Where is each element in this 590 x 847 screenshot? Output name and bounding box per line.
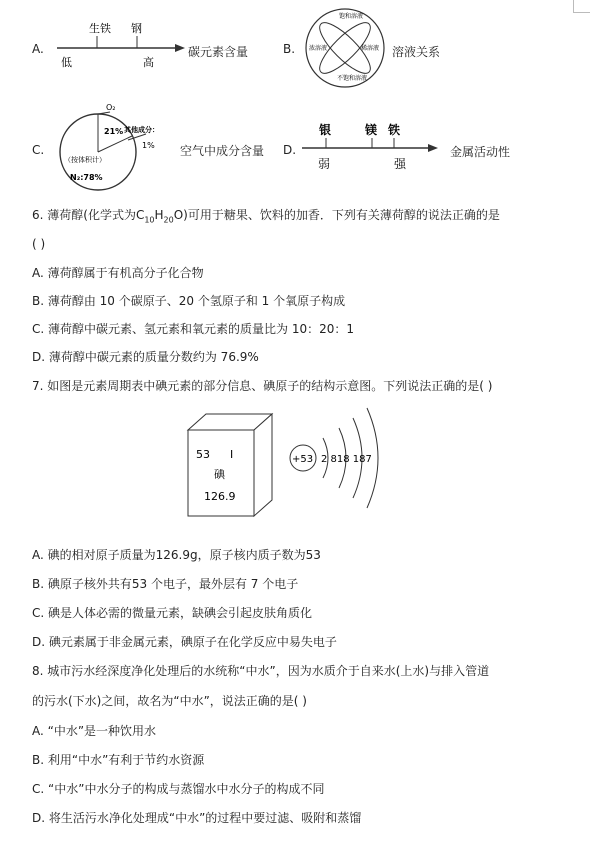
label-magnesium: 镁 xyxy=(365,123,378,137)
iodine-element-cell xyxy=(180,412,280,522)
petal-unsaturated: 不饱和溶液 xyxy=(337,75,368,82)
o2-label: O₂ xyxy=(106,103,116,112)
atomic-mass: 126.9 xyxy=(204,490,236,503)
q6-stem xyxy=(32,206,500,224)
q6-stem-start: 6. 薄荷醇(化学式为C xyxy=(32,208,145,222)
q5-option-b-caption: 溶液关系 xyxy=(392,45,441,59)
q6-sub-10: 10 xyxy=(144,215,155,225)
other-components-label: 其他成分： xyxy=(124,126,159,134)
q5-option-c-caption: 空气中成分含量 xyxy=(180,144,265,158)
o2-percent: 21% xyxy=(104,127,124,136)
q6-sub-20: 20 xyxy=(163,215,174,225)
q8-option-d: D. 将生活污水净化处理成“中水”的过程中要过滤、吸附和蒸馏 xyxy=(32,811,362,825)
q7-option-d: D. 碘元素属于非金属元素，碘原子在化学反应中易失电子 xyxy=(32,635,337,649)
q8-stem-line2: 的污水(下水)之间，故名为“中水”，说法正确的是( ) xyxy=(32,694,307,708)
q6-option-a: A. 薄荷醇属于有机高分子化合物 xyxy=(32,266,204,280)
q8-stem-line1: 8. 城市污水经深度净化处理后的水统称“中水”，因为水质介于自来水(上水)与排入管道 xyxy=(32,664,490,678)
q5-option-d-caption: 金属活动性 xyxy=(450,145,511,159)
q5-option-a-caption: 碳元素含量 xyxy=(188,45,249,59)
electron-shells: 2 818 187 xyxy=(321,454,372,465)
by-volume-note: （按体积计） xyxy=(64,156,106,164)
solution-relationship-diagram xyxy=(303,6,387,90)
q6-stem-end: O)可用于糖果、饮料的加香．下列有关薄荷醇的说法正确的是 xyxy=(173,208,500,222)
element-name: 碘 xyxy=(214,468,225,481)
element-symbol: I xyxy=(230,448,234,461)
q5-option-a-letter: A. xyxy=(32,42,44,56)
label-weak: 弱 xyxy=(318,157,331,171)
q6-hydrogen: H xyxy=(154,208,164,222)
q8-option-c: C. “中水”中水分子的构成与蒸馏水中水分子的构成不同 xyxy=(32,782,325,796)
iodine-atom-structure xyxy=(287,400,397,520)
q6-option-d: D. 薄荷醇中碳元素的质量分数约为 76.9% xyxy=(32,350,259,364)
label-iron: 铁 xyxy=(388,123,401,137)
q7-option-a: A. 碘的相对原子质量为126.9g，原子核内质子数为53 xyxy=(32,548,321,562)
metal-activity-axis-diagram xyxy=(300,118,450,176)
label-high: 高 xyxy=(143,56,154,69)
q8-option-b: B. 利用“中水”有利于节约水资源 xyxy=(32,753,205,767)
q5-option-b-letter: B. xyxy=(283,42,296,56)
label-steel: 钢 xyxy=(131,22,142,35)
q7-option-b: B. 碘原子核外共有53 个电子，最外层有 7 个电子 xyxy=(32,577,299,591)
air-composition-pie xyxy=(50,100,180,195)
q6-option-b: B. 薄荷醇由 10 个碳原子、20 个氢原子和 1 个氧原子构成 xyxy=(32,294,346,308)
q6-option-c: C. 薄荷醇中碳元素、氢元素和氧元素的质量比为 10：20：1 xyxy=(32,322,354,336)
petal-concentrated: 浓溶液 xyxy=(309,45,328,52)
q7-stem: 7. 如图是元素周期表中碘元素的部分信息、碘原子的结构示意图。下列说法正确的是( ) xyxy=(32,379,493,393)
atomic-number: 53 xyxy=(196,448,210,461)
petal-dilute: 稀溶液 xyxy=(361,45,380,52)
q5-option-d-letter: D. xyxy=(283,143,297,157)
other-components-percent: 1% xyxy=(142,141,155,150)
q7-option-c: C. 碘是人体必需的微量元素，缺碘会引起皮肤角质化 xyxy=(32,606,313,620)
label-low: 低 xyxy=(61,56,72,69)
q8-option-a: A. “中水”是一种饮用水 xyxy=(32,724,157,738)
label-silver: 银 xyxy=(319,123,332,137)
steel-carbon-axis-diagram xyxy=(55,18,195,73)
petal-saturated: 饱和溶液 xyxy=(339,13,364,20)
label-pig-iron: 生铁 xyxy=(89,22,111,35)
page-corner-mark xyxy=(573,0,590,13)
q5-option-c-letter: C. xyxy=(32,143,45,157)
n2-percent: N₂:78% xyxy=(70,173,103,182)
q6-answer-blank: ( ) xyxy=(32,237,46,251)
label-strong: 强 xyxy=(394,157,407,171)
nucleus-charge: +53 xyxy=(292,454,314,465)
